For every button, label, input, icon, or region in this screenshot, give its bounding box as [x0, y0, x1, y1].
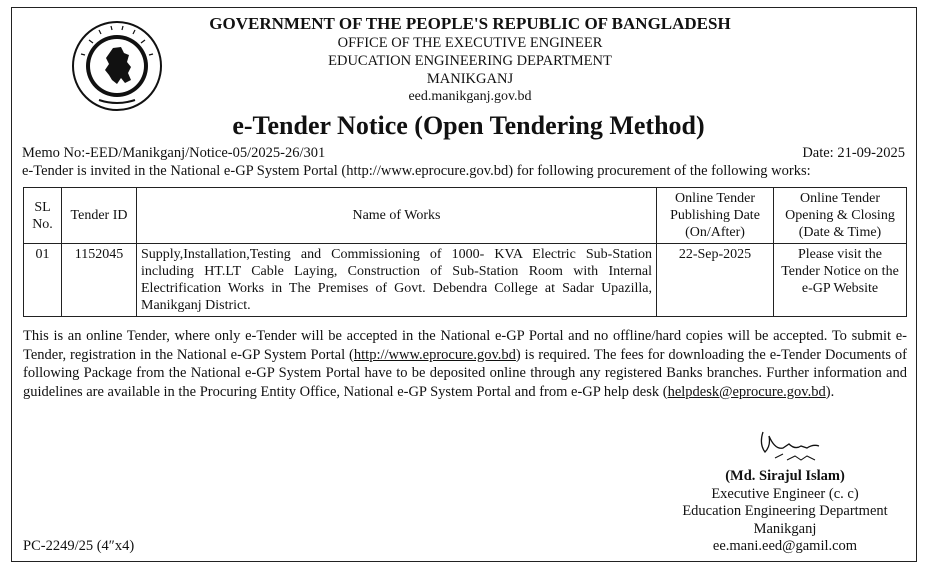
header-opening-closing: Online Tender Opening & Closing (Date & Time) [774, 188, 907, 244]
letterhead [170, 14, 770, 105]
table-header-row [24, 188, 907, 244]
office-name: OFFICE OF THE EXECUTIVE ENGINEER [337, 35, 603, 51]
department-name: EDUCATION ENGINEERING DEPARTMENT [328, 53, 612, 69]
handwritten-signature [755, 424, 825, 470]
signatory-name: (Md. Sirajul Islam) [725, 468, 845, 484]
header-publishing-date: Online Tender Publishing Date (On/After) [657, 188, 774, 244]
memo-number: Memo No:-EED/Manikganj/Notice-05/2025-26/301 [22, 145, 326, 161]
eprocure-link[interactable]: http://www.eprocure.gov.bd [353, 346, 516, 363]
paragraph-text-2: ) is required. The fees for downloading the e-Tender Documents of following Package from the National e-GP System Portal have to be deposited online through any registered Banks branches. Further information and guidelines are available in the Procuring Entity Office, National e-GP System Portal and from e-GP help desk ( [23, 346, 907, 400]
works-table [23, 187, 907, 317]
notice-title: e-Tender Notice (Open Tendering Method) [232, 111, 705, 140]
signatory-department: Education Engineering Department [682, 503, 888, 519]
cell-opening-closing: Please visit the Tender Notice on the e-GP Website [774, 244, 907, 317]
notice-date: Date: 21-09-2025 [802, 145, 905, 161]
website: eed.manikganj.gov.bd [408, 89, 532, 104]
intro-text: e-Tender is invited in the National e-GP System Portal (http://www.eprocure.gov.bd) for following procurement of the following works: [22, 163, 811, 179]
signatory-designation: Executive Engineer (c. c) [711, 485, 859, 502]
instructions-paragraph [23, 327, 907, 401]
header-name-of-works: Name of Works [137, 188, 657, 244]
cell-tender-id: 1152045 [62, 244, 137, 317]
cell-name-of-works: Supply,Installation,Testing and Commissioning of 1000- KVA Electric Sub-Station including HT.LT Cable Laying, Construction of Sub-Station Room with Internal Electrification Works in The Premises of Govt. Debendra College at Sadar Upazilla, Manikganj District. [137, 244, 657, 317]
district-name: MANIKGANJ [426, 71, 514, 87]
header-tender-id: Tender ID [62, 188, 137, 244]
government-name: GOVERNMENT OF THE PEOPLE'S REPUBLIC OF BANGLADESH [209, 14, 731, 33]
signature-block [660, 468, 910, 556]
cell-sl: 01 [24, 244, 62, 317]
header-sl: SL No. [24, 188, 62, 244]
paragraph-text-3: ). [825, 383, 835, 400]
signatory-district: Manikganj [753, 520, 817, 537]
bangladesh-seal-icon [69, 20, 165, 112]
signatory-email: ee.mani.eed@gamil.com [712, 538, 858, 554]
helpdesk-email-link[interactable]: helpdesk@eprocure.gov.bd [667, 383, 826, 400]
publication-code: PC-2249/25 (4″x4) [23, 538, 135, 554]
paragraph-text-1: This is an online Tender, where only e-Tender will be accepted in the National e-GP Portal and no offline/hard copies will be accepted. To submit e-Tender, registration in the National e-GP System Portal ( [23, 328, 907, 363]
table-row [24, 244, 907, 317]
cell-publishing-date: 22-Sep-2025 [657, 244, 774, 317]
